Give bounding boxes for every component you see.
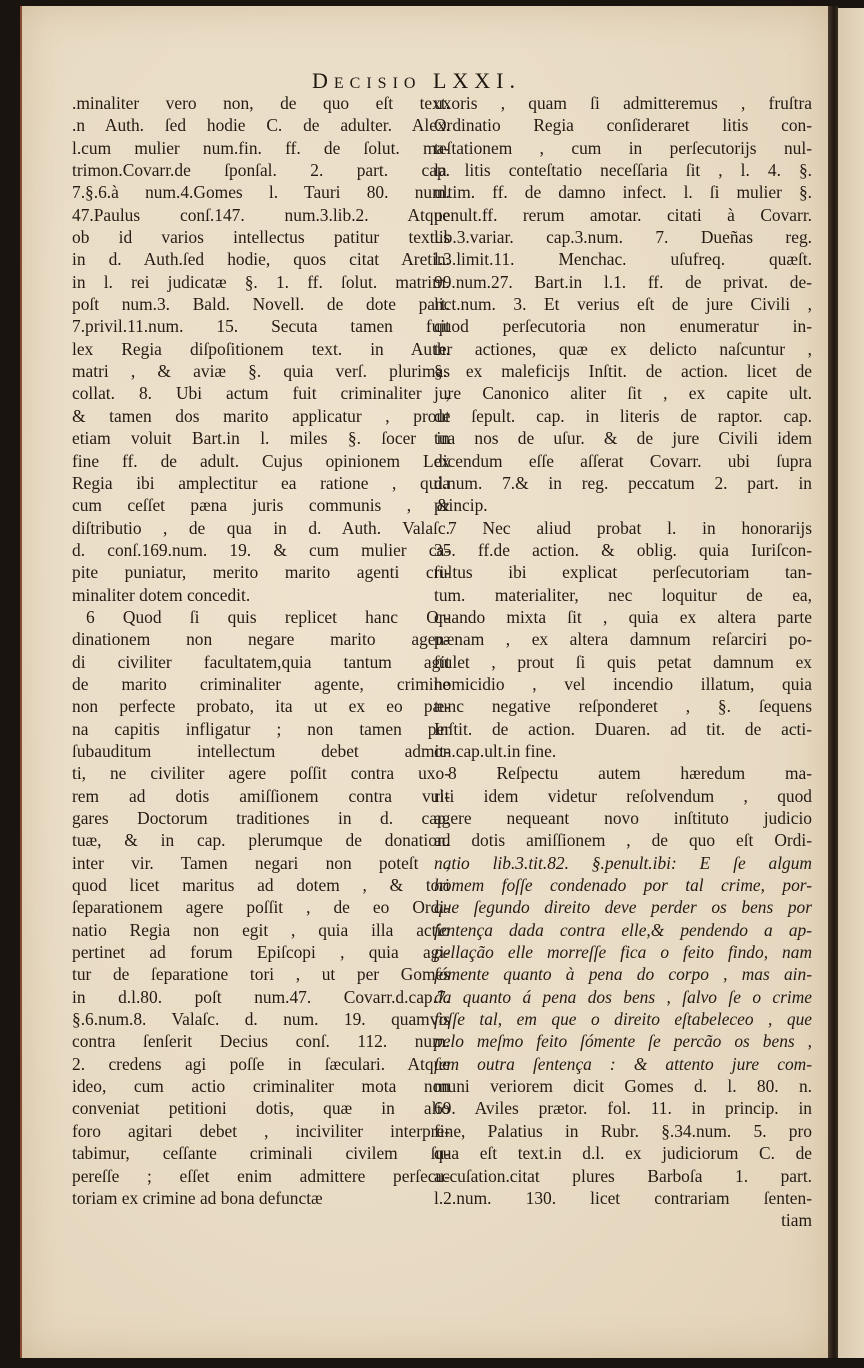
text-line: collat. 8. Ubi actum fuit criminaliter ,: [72, 383, 450, 404]
text-line: tunc negative reſponderet , §. ſequens: [434, 696, 812, 717]
text-line: d. conſ.169.num. 19. & cum mulier ca-: [72, 539, 450, 560]
text-line: 99.num.27. Bart.in l.1. ff. de privat. de-: [434, 271, 812, 292]
text-line: princip.: [434, 495, 488, 516]
text-line: lex Regia diſpoſitionem text. in Auth.: [72, 338, 450, 359]
text-line: 8 Reſpectu autem hæredum ma-: [448, 763, 812, 784]
text-line: ti, ne civiliter agere poſſit contra uxo-: [72, 763, 450, 784]
text-line: na capitis infligatur ; non tamen per: [72, 718, 450, 739]
header-number: LXXI.: [432, 68, 521, 93]
text-line: lib.3.variar. cap.3.num. 7. Dueñas reg.: [434, 227, 812, 248]
text-line: fine ff. de adult. Cujus opinionem Lex: [72, 450, 450, 471]
text-line: natio Regia non egit , quia illa actio: [72, 919, 450, 940]
text-line: ſentença dada contra elle,& pendendo a ap-: [434, 919, 812, 940]
text-line: in d.l.80. poſt num.47. Covarr.d.cap.7.: [72, 986, 450, 1007]
text-line: inter vir. Tamen negari non poteſt ,: [72, 852, 450, 873]
text-line: .minaliter vero non, de quo eſt text.: [72, 93, 450, 113]
text-line: contra ſenſerit Decius conſ. 112. num.: [72, 1031, 450, 1052]
text-line: pite puniatur, merito marito agenti cri-: [72, 562, 450, 583]
text-line: ſeparationem agere poſſit , de eo Ordi-: [72, 897, 450, 918]
text-line: trimon.Covarr.de ſponſal. 2. part. cap.: [72, 160, 450, 181]
text-line: la litis conteſtatio neceſſaria ſit , l. 4. §.: [434, 160, 812, 181]
text-line: pelo meſmo feito ſómente ſe percão os bens ,: [434, 1031, 812, 1052]
text-line: fine, Palatius in Rubr. §.34.num. 5. pro: [434, 1120, 812, 1141]
text-line: conveniat petitioni dotis, quæ in alio: [72, 1098, 450, 1119]
text-line: l.cum mulier num.fin. ff. de ſolut. ma-: [72, 137, 450, 158]
text-line: d.num. 7.& in reg. peccatum 2. part. in: [434, 472, 812, 493]
page-header: [312, 68, 521, 94]
text-line: uxoris , quam ſi admitteremus , fruſtra: [434, 93, 812, 113]
text-line: accuſation.citat plures Barboſa 1. part.: [434, 1165, 812, 1186]
text-line: tua nos de uſur. & de jure Civili idem: [434, 428, 812, 449]
text-line: tabimur, ceſſante criminali civilem ſu-: [72, 1143, 450, 1164]
book-gutter: [828, 6, 838, 1358]
text-line: ad dotis amiſſionem , de quo eſt Ordi-: [434, 830, 812, 851]
text-line: .n Auth. ſed hodie C. de adulter. Alex.: [72, 115, 450, 136]
text-line: in l. rei judicatæ §. 1. ff. ſolut. matrim.: [72, 271, 450, 292]
text-line: ob id varios intellectus patitur textus: [72, 227, 450, 248]
text-line: de ſepult. cap. in literis de raptor. cap.: [434, 405, 812, 426]
left-column: [72, 92, 450, 1209]
text-line: natio lib.3.tit.82. §.penult.ibi: E ſe algum: [434, 852, 812, 873]
text-line: §. ex maleficijs Inſtit. de action. licet de: [434, 361, 812, 382]
text-line: 7 Nec aliud probat l. in honorarijs: [448, 517, 812, 538]
text-line: pertinet ad forum Epiſcopi , quia agi-: [72, 942, 450, 963]
text-line: 2. credens agi poſſe in ſæculari. Atque: [72, 1053, 450, 1074]
text-line: pellação elle morreſſe fica o feito findo, nam: [434, 942, 812, 963]
text-line: gares Doctorum traditiones in d. cap.: [72, 808, 450, 828]
text-line: Inſtit. de action. Duaren. ad tit. de acti-: [434, 718, 812, 739]
header-word: ECISIO: [333, 75, 422, 92]
text-line: dinationem non negare marito agen-: [72, 629, 450, 650]
text-line: homem foſſe condenado por tal crime, por-: [434, 875, 812, 896]
text-line: ſómente quanto à pena do corpo , mas ain-: [434, 964, 812, 985]
text-line: qua eſt text.in d.l. ex judiciorum C. de: [434, 1143, 812, 1164]
text-line: pænam , ex altera damnum reſarciri po-: [434, 629, 812, 650]
text-line: tur de ſeparatione tori , ut per Gomes: [72, 964, 450, 985]
text-line: l.3.limit.11. Menchac. uſufreq. quæſt.: [434, 249, 812, 270]
text-line: jure Canonico aliter ſit , ex capite ult.: [434, 383, 812, 404]
text-line: Ordinatio Regia conſideraret litis con-: [434, 115, 812, 136]
text-line: agere nequeant novo inſtituto judicio: [434, 808, 812, 828]
text-line: ſubauditum intellectum debet admit-: [72, 740, 450, 761]
text-line: matri , & aviæ §. quia verſ. plurimas: [72, 361, 450, 382]
text-line: de marito criminaliter agente, crimine: [72, 673, 450, 694]
text-line: homicidio , vel incendio illatum, quia: [434, 673, 812, 694]
text-line: 69. Aviles prætor. fol. 11. in princip. in: [434, 1098, 812, 1119]
text-line: riti idem videtur reſolvendum , quod: [434, 785, 812, 806]
text-line: 6 Quod ſi quis replicet hanc Or-: [86, 606, 450, 627]
text-line: tiam: [781, 1210, 812, 1231]
text-line: 47.Paulus conſ.147. num.3.lib.2. Atque: [72, 204, 450, 225]
text-line: penult.ff. rerum amotar. citati à Covarr.: [434, 204, 812, 225]
text-line: que ſegundo direito deve perder os bens por: [434, 897, 812, 918]
text-line: lict.num. 3. Et verius eſt de jure Civili ,: [434, 294, 812, 315]
text-line: dicendum eſſe aſſerat Covarr. ubi ſupra: [434, 450, 812, 471]
text-line: §.6.num.8. Valaſc. d. num. 19. quamvis: [72, 1009, 450, 1030]
text-line: teſtationem , cum in perſecutorijs nul-: [434, 137, 812, 158]
next-page-edge: [838, 8, 864, 1358]
text-line: ter actiones, quæ ex delicto naſcuntur ,: [434, 338, 812, 359]
text-line: foſſe tal, em que o direito eſtabeleceo , que: [434, 1009, 812, 1030]
text-line: foro agitari debet , inciviliter interpre-: [72, 1120, 450, 1141]
text-line: poſt num.3. Bald. Novell. de dote part.: [72, 294, 450, 315]
text-line: tuæ, & in cap. plerumque de donation.: [72, 830, 450, 851]
header-initial: D: [312, 68, 334, 93]
text-line: non perfecte probato, ita ut ex eo pæ-: [72, 696, 450, 717]
text-line: & tamen dos marito applicatur , prout: [72, 405, 450, 426]
text-line: on.cap.ult.in fine.: [434, 740, 557, 761]
text-line: di civiliter facultatem,quia tantum agit: [72, 651, 450, 672]
text-line: in d. Auth.ſed hodie, quos citat Aretin.: [72, 249, 450, 270]
text-line: minaliter dotem concedit.: [72, 584, 251, 605]
text-line: quando mixta ſit , quia ex altera parte: [434, 606, 812, 627]
text-line: rem ad dotis amiſſionem contra vul-: [72, 785, 450, 806]
text-line: tum. materialiter, nec loquitur de ea,: [434, 584, 812, 605]
right-column: [434, 92, 812, 1232]
text-line: ſtulet , prout ſi quis petat damnum ex: [434, 651, 812, 672]
text-line: diſtributio , de qua in d. Auth. Valaſc.: [72, 517, 450, 538]
text-line: quod licet maritus ad dotem , & tori: [72, 875, 450, 896]
text-line: l.2.num. 130. licet contrariam ſenten-: [434, 1187, 812, 1208]
text-line: muni veriorem dicit Gomes d. l. 80. n.: [434, 1076, 812, 1097]
text-line: toriam ex crimine ad bona defunctæ: [72, 1187, 323, 1208]
text-line: 35. ff.de action. & oblig. quia Iuriſcon-: [434, 539, 812, 560]
text-line: ideo, cum actio criminaliter mota non: [72, 1076, 450, 1097]
text-line: da quanto á pena dos bens , ſalvo ſe o crime: [434, 986, 812, 1007]
text-line: 7.privil.11.num. 15. Secuta tamen fuit: [72, 316, 450, 337]
text-line: etiam voluit Bart.in l. miles §. ſocer in: [72, 428, 450, 449]
text-line: ultim. ff. de damno infect. l. ſi mulier §.: [434, 182, 812, 203]
text-line: cum ceſſet pæna juris communis , &: [72, 495, 450, 516]
text-line: ſem outra ſentença : & attento jure com-: [434, 1053, 812, 1074]
text-line: quod perſecutoria non enumeratur in-: [434, 316, 812, 337]
text-line: Regia ibi amplectitur ea ratione , quia: [72, 472, 450, 493]
text-line: pereſſe ; eſſet enim admittere perſecu-: [72, 1165, 450, 1186]
text-line: ſultus ibi explicat perſecutoriam tan-: [434, 562, 812, 583]
text-line: 7.§.6.à num.4.Gomes l. Tauri 80. num.: [72, 182, 450, 203]
